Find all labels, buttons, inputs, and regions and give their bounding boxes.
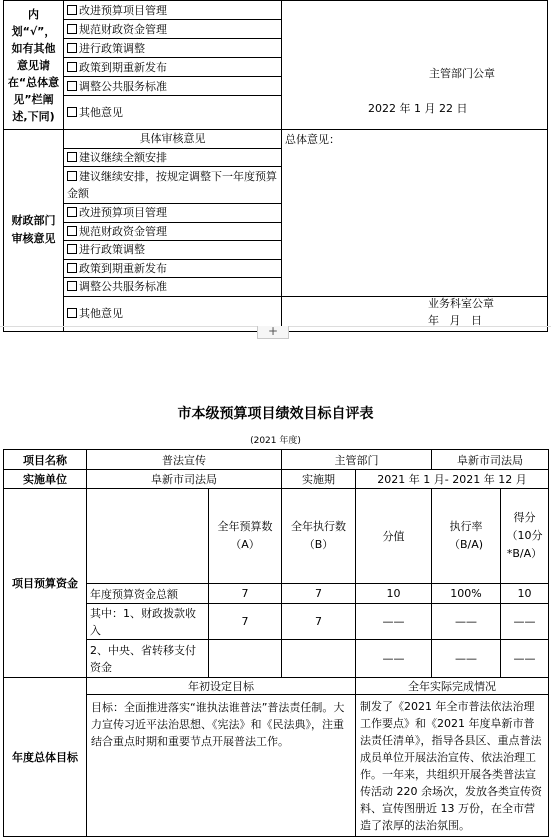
checkbox-icon[interactable]: [67, 171, 77, 181]
row-get: 10: [501, 584, 549, 604]
col-exec-header: 全年执行数（B）: [282, 489, 356, 584]
review-opinion-table: [3, 0, 548, 332]
performance-table: [3, 449, 549, 837]
dept-option-6[interactable]: 其他意见: [64, 96, 282, 130]
blank-cell: [87, 489, 209, 584]
impl-unit-label: 实施单位: [4, 470, 87, 489]
row-rate: ——: [432, 640, 501, 678]
finance-stamp: 业务科室公章: [428, 296, 494, 310]
goal-label: 年度总体目标: [4, 678, 87, 837]
initial-goal-header: 年初设定目标: [87, 678, 356, 695]
col-get-header: 得分（10分*B/A）: [501, 489, 549, 584]
checkbox-icon[interactable]: [67, 107, 77, 117]
checkbox-icon[interactable]: [67, 43, 77, 53]
dept-opinion-label: 内划“√”，如有其他意见请在“总体意见”栏阐述,下同): [4, 1, 64, 130]
col-rate-header: 执行率（B/A): [432, 489, 501, 584]
dept-option-2[interactable]: 规范财政资金管理: [64, 20, 282, 39]
dept-stamp: 主管部门公章: [429, 67, 495, 80]
dept-option-3[interactable]: 进行政策调整: [64, 39, 282, 58]
row-rate: ——: [432, 604, 501, 640]
page-title: 市本级预算项目绩效目标自评表: [177, 406, 374, 422]
row-score: ——: [356, 604, 432, 640]
finance-option-4[interactable]: 规范财政资金管理: [64, 222, 282, 241]
dept-stamp-cell: [282, 1, 548, 130]
row-a: 7: [209, 604, 282, 640]
finance-option-8[interactable]: 其他意见: [64, 296, 282, 331]
checkbox-icon[interactable]: [67, 244, 77, 254]
checkbox-icon[interactable]: [67, 263, 77, 273]
checkbox-icon[interactable]: [67, 24, 77, 34]
finance-option-7[interactable]: 调整公共服务标准: [64, 278, 282, 297]
finance-option-3[interactable]: 改进预算项目管理: [64, 204, 282, 223]
period-label: 实施期: [282, 470, 356, 489]
budget-label: 项目预算资金: [4, 489, 87, 678]
dept-option-5[interactable]: 调整公共服务标准: [64, 77, 282, 96]
finance-option-2[interactable]: 建议继续安排，按规定调整下一年度预算金额: [64, 167, 282, 204]
finance-opinion-label: 财政部门审核意见: [4, 130, 64, 332]
checkbox-icon[interactable]: [67, 81, 77, 91]
row-score: ——: [356, 640, 432, 678]
row-name: 2、中央、省转移支付资金: [87, 640, 209, 678]
dept-label: 主管部门: [282, 450, 432, 470]
checkbox-icon[interactable]: [67, 62, 77, 72]
row-b: 7: [282, 604, 356, 640]
row-name: 年度预算资金总额: [87, 584, 209, 604]
checkbox-icon[interactable]: [67, 281, 77, 291]
project-name-value: 普法宣传: [87, 450, 282, 470]
row-rate: 100%: [432, 584, 501, 604]
row-get: ——: [501, 604, 549, 640]
dept-option-4[interactable]: 政策到期重新发布: [64, 58, 282, 77]
actual-text: 制发了《2021 年全市普法依法治理工作要点》和《2021 年度阜新市普法责任清单》，指导各县区、重点普法成员单位开展法治宣传、依法治理工作。一年来，共组织开展各类普法宣传活动 220 余场次，发放各类宣传资料、宣传图册近 13 万份，在全市营造了浓厚的法治氛围。: [356, 695, 549, 837]
dept-option-1[interactable]: 改进预算项目管理: [64, 1, 282, 20]
project-name-label: 项目名称: [4, 450, 87, 470]
row-name: 其中：1、财政拨款收入: [87, 604, 209, 640]
impl-unit-value: 阜新市司法局: [87, 470, 282, 489]
finance-option-6[interactable]: 政策到期重新发布: [64, 259, 282, 278]
overall-opinion-label: 总体意见：: [282, 130, 548, 297]
finance-date: 年 月 日: [428, 313, 482, 327]
actual-header: 全年实际完成情况: [356, 678, 549, 695]
checkbox-icon[interactable]: [67, 226, 77, 236]
checkbox-icon[interactable]: [67, 207, 77, 217]
row-a: [209, 640, 282, 678]
checkbox-icon[interactable]: [67, 152, 77, 162]
dept-value: 阜新市司法局: [432, 450, 549, 470]
row-get: ——: [501, 640, 549, 678]
add-row-button[interactable]: +: [257, 326, 289, 339]
checkbox-icon[interactable]: [67, 308, 77, 318]
year-label: (2021 年度): [250, 436, 301, 446]
specific-opinion-header: 具体审核意见: [64, 130, 282, 149]
dept-date: 2022 年 1 月 22 日: [368, 102, 468, 115]
finance-option-1[interactable]: 建议继续全额安排: [64, 148, 282, 167]
col-budget-header: 全年预算数（A）: [209, 489, 282, 584]
finance-option-5[interactable]: 进行政策调整: [64, 241, 282, 260]
col-score-header: 分值: [356, 489, 432, 584]
row-score: 10: [356, 584, 432, 604]
period-value: 2021 年 1 月- 2021 年 12 月: [356, 470, 549, 489]
row-b: 7: [282, 584, 356, 604]
row-b: [282, 640, 356, 678]
checkbox-icon[interactable]: [67, 5, 77, 15]
initial-goal-text: 目标：全面推进落实“谁执法谁普法”普法责任制。大力宣传习近平法治思想、《宪法》和《民法典》，注重结合重点时期和重要节点开展普法工作。: [87, 695, 356, 837]
row-a: 7: [209, 584, 282, 604]
